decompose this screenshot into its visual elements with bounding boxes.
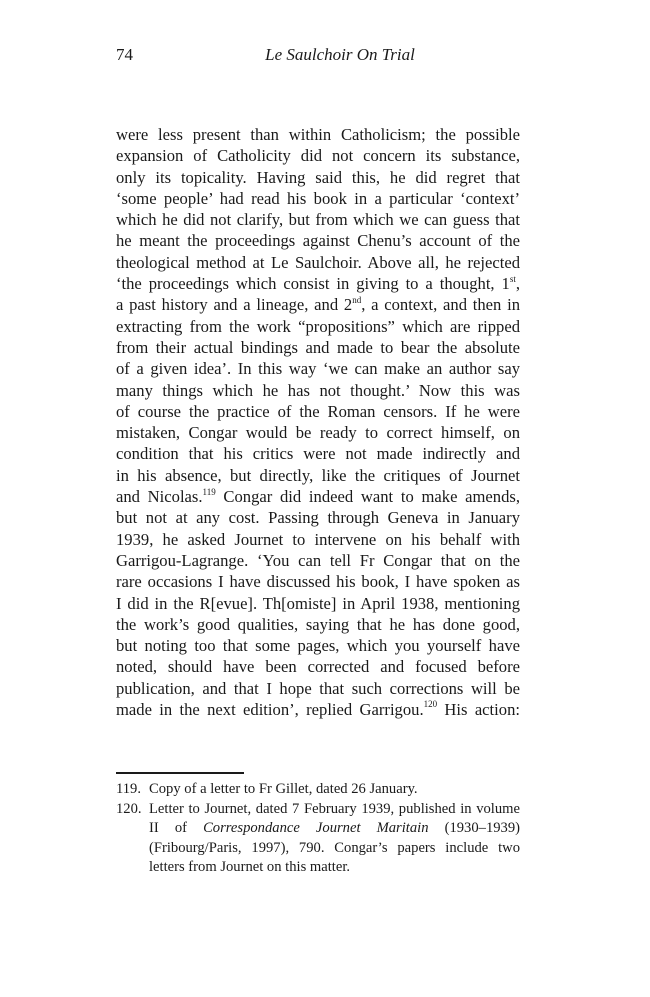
text-line: publication, and that I hope that such corrections will be [116, 678, 520, 698]
text-line [116, 294, 520, 315]
text-line: only its topicality. Having said this, he did regret that [116, 167, 520, 187]
text-line: which he did not clarify, but from which we can guess that [116, 210, 520, 230]
text-line: expansion of Catholicity did not concern its substance, [116, 146, 520, 166]
text-segment: made in the next edition’, replied Garrigou. [116, 700, 424, 720]
text-segment: , [515, 274, 520, 294]
page-number: 74 [116, 45, 133, 64]
text-line: theological method at Le Saulchoir. Above all, he rejected [116, 252, 520, 272]
text-line: ‘some people’ had read his book in a particular ‘context’ [116, 188, 520, 208]
text-line: many things which he has not thought.’ Now this was [116, 380, 520, 400]
footnote-number: 120. [116, 800, 142, 817]
text-line [116, 486, 520, 507]
text-segment: and Nicolas. [116, 487, 203, 507]
text-line: were less present than within Catholicism; the possible [116, 125, 520, 144]
text-segment: a past history and a lineage, and 2 [116, 295, 353, 315]
ordinal-superscript: nd [352, 294, 362, 305]
text-line: of course the practice of the Roman censors. If he were [116, 401, 520, 421]
text-line: but noting too that some pages, which you yourself have [116, 636, 520, 656]
text-line [116, 273, 520, 294]
footnote-text [149, 800, 520, 878]
text-line: from their actual bindings and made to bear the absolute [116, 337, 520, 357]
footnote-rule [116, 772, 244, 774]
text-line: the work’s good qualities, saying that he has done good, [116, 614, 520, 634]
footnote-cited-title: Correspondance Journet Maritain [203, 820, 429, 836]
footnote [116, 800, 520, 878]
running-title: Le Saulchoir On Trial [265, 45, 415, 64]
footnote-ref: 120 [423, 699, 438, 710]
text-line: 1939, he asked Journet to intervene on his behalf with [116, 529, 520, 549]
footnote-ref: 119 [202, 486, 216, 497]
text-segment: , a context, and then in [361, 295, 520, 315]
text-line: in his absence, but directly, like the critiques of Journet [116, 465, 520, 485]
text-line: mistaken, Congar would be ready to correct himself, on [116, 423, 520, 443]
text-line: rare occasions I have discussed his book, I have spoken as [116, 572, 520, 592]
text-line: he meant the proceedings against Chenu’s account of the [116, 231, 520, 251]
text-line [116, 699, 520, 720]
ordinal-superscript: st [509, 273, 516, 284]
footnotes [116, 780, 520, 878]
text-line: condition that his critics were not made indirectly and [116, 444, 520, 464]
footnote-text-segment: (1930–1939) (Fribourg/Paris, 1997), 790. Congar’s papers include two letters from Journet on this matter. [149, 820, 520, 875]
text-line: but not at any cost. Passing through Geneva in January [116, 508, 520, 528]
text-line: of a given idea’. In this way ‘we can make an author say [116, 359, 520, 379]
text-line: noted, should have been corrected and focused before [116, 657, 520, 677]
footnote-text-segment: Letter to Journet, dated 7 February 1939, published in volume II of [149, 800, 520, 836]
text-line: I did in the R[evue]. Th[omiste] in April 1938, mentioning [116, 593, 520, 613]
text-line: extracting from the work “propositions” which are ripped [116, 316, 520, 336]
text-segment: ‘the proceedings which consist in giving to a thought, 1 [116, 274, 510, 294]
text-segment: His action: [437, 700, 520, 720]
footnote-text: Copy of a letter to Fr Gillet, dated 26 January. [149, 781, 418, 797]
text-line: Garrigou-Lagrange. ‘You can tell Fr Congar that on the [116, 550, 520, 570]
footnote [116, 780, 520, 800]
text-segment: Congar did indeed want to make amends, [215, 487, 520, 507]
body-text [116, 124, 520, 720]
footnote-number: 119. [116, 781, 141, 797]
